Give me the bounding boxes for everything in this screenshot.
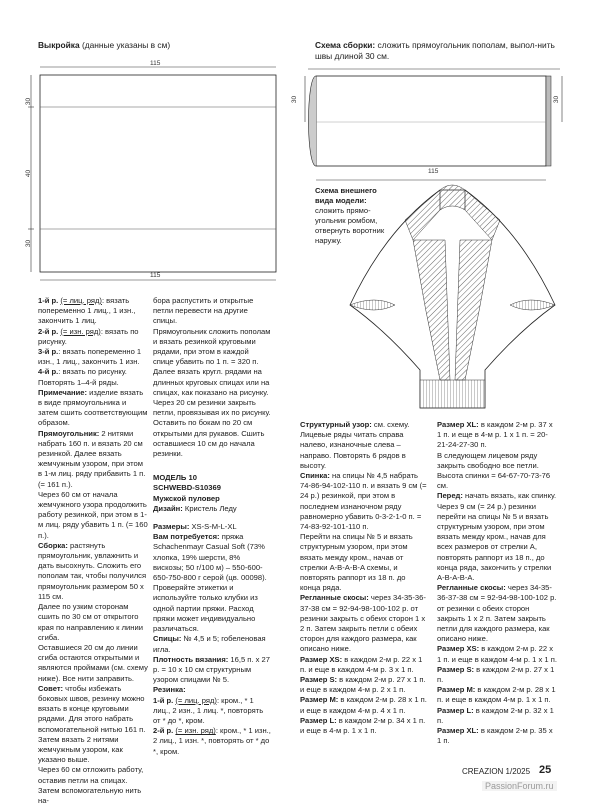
model-gauge: Плотность вязания: 16,5 п. х 27 р. = 10 х 10 см структурным узором спицами № 5. (153, 654, 270, 685)
model-rib-heading: Резинка: (153, 685, 186, 695)
column-1 (38, 296, 148, 806)
col4-p1: Размер XL: в каждом 2-м р. 37 х 1 п. и еще в 4-м р. 1 х 1 п. = 20-21-24-27-30 п. (437, 420, 553, 450)
model-note: Проверяйте этикетки и используйте только клубки из одной партии пряжи. Расход пряжи может индивидуально различаться. (153, 583, 258, 634)
col3-p4: Регланные скосы: через 34-35-36-37-38 см = 92-94-98-100-102 р. от резинки закрыть с обеих сторон 1 х 2 п. Затем закрыть петли с обеих сторон для каждого размера, как описано ниже. (300, 593, 426, 654)
model-rib-r2: 2-й р. (= изн. ряд): кром., * 1 изн., 2 лиц., 1 изн. *, повторять от * до *, кром. (153, 726, 271, 756)
col3-p1: Структурный узор: см. схему. Лицевые ряды читать справа налево, изнаночные слева – направо. Повторять 6 рядов в высоту. (300, 420, 410, 470)
col1-p11: Оставшиеся 20 см до линии сгиба остаются открытыми и являются проймами (см. схему ниже). Все нити заправить. (38, 642, 148, 683)
model-materials: Вам потребуется: пряжа Schachenmayr Casual Soft (73% хлопка, 19% шерсти, 8% вискозы; 50 г/100 м) – 550-600-650-750-800 г серой (цв. 00098). (153, 532, 267, 583)
assembly-dim-left: 30 (291, 95, 299, 104)
outer-view-line: сложить прямо- (315, 206, 371, 215)
model-rib-r1: 1-й р. (= лиц. ряд): кром., * 1 лиц., 2 изн., 1 лиц. *, повторять от * до *, кром. (153, 695, 264, 725)
col4-p5: Размер XS: в каждом 2-м р. 22 х 1 п. и еще в каждом 4-м р. 1 х 1 п. (437, 644, 557, 664)
assembly-heading-bold: Схема сборки: (315, 40, 376, 50)
model-name: Мужской пуловер (153, 493, 220, 503)
col1-p6: Примечание: изделие вязать в виде прямоугольника и затем сшить соответствующим образом. (38, 387, 148, 428)
col1-p13: Через 60 см отложить работу, оставив петли на спицах. Затем вспомогательную нить на- (38, 765, 144, 805)
col2-p3: Далее вязать кругл. рядами на длинных круговых спицах или на спицах, как показано на рисунку. (153, 367, 270, 397)
col4-p6: Размер S: в каждом 2-м р. 27 х 1 п. (437, 664, 555, 685)
pattern-heading (38, 40, 170, 50)
col1-p5: Повторять 1–4-й ряды. (38, 377, 119, 387)
pattern-rectangle (40, 75, 276, 272)
col1-p4: 4-й р.: вязать по рисунку. (38, 367, 127, 377)
left-dim-1: 30 (25, 97, 33, 106)
col2-p1: бора распустить и открытые петли перевести на другие спицы. (153, 296, 254, 326)
column-3 (300, 420, 428, 736)
outer-view-line: отвернуть воротник (315, 226, 385, 235)
pattern-heading-bold: Выкройка (38, 40, 80, 50)
col4-p9: Размер XL: в каждом 2-м р. 35 х 1 п. (437, 726, 553, 746)
col2-p2: Прямоугольник сложить пополам и вязать резинкой круговыми рядами, при этом в каждой спице убавить по 1 п. = 320 п. (153, 326, 271, 367)
model-needles: Спицы: № 4,5 и 5; гобеленовая игла. (153, 634, 266, 654)
outer-view-diagram (345, 180, 560, 410)
page-number: 25 (539, 764, 552, 776)
col1-p2: 2-й р. (= изн. ряд): вязать по рисунку. (38, 326, 139, 346)
bottom-width-label: 115 (150, 272, 161, 279)
right-seam (546, 76, 551, 166)
outer-view-line: вида модели: (315, 196, 367, 205)
assembly-dim-right: 30 (553, 95, 561, 104)
left-seam (309, 76, 317, 166)
watermark: PassionForum.ru (482, 781, 557, 791)
col4-p8: Размер L: в каждом 2-м р. 32 х 1 п. (437, 705, 554, 725)
column-4 (437, 420, 557, 747)
column-2 (153, 296, 271, 757)
col3-p2: Спинка: на спицы № 4,5 набрать 74-86-94-102-110 п. и вязать 9 см (= 24 р.) резинкой, при этом в последнем изнаночном ряду равномерно убавить 0-3-2-1-0 п. = 74-83-92-101-110 п. (300, 471, 427, 532)
model-number: МОДЕЛЬ 10 (153, 473, 197, 483)
col4-p3: Перед: начать вязать, как спинку. Через 9 см (= 24 р.) резинки перейти на спицы № 5 и вязать структурным узором, при этом вязать между кром., начав для всех размеров от стрелки А, повторять раппорт из 18 п., до конца ряда, закончить у стрелки A-B-A-B-A. (437, 491, 557, 583)
assembly-bottom-dim: 115 (428, 168, 439, 175)
ribbed-hem (420, 380, 485, 408)
col1-p8: Через 60 см от начала жемчужного узора продолжить работу резинкой, при этом в 1-м лиц. ряду убавить 1 п. (= 160 п.). (38, 489, 148, 540)
pattern-heading-rest: (данные указаны в см) (79, 40, 171, 50)
col3-p8: Размер L: в каждом 2-м р. 34 х 1 п. и еще в 4-м р. 1 х 1 п. (300, 715, 426, 736)
pattern-diagram (28, 55, 288, 290)
outer-view-line: Схема внешнего (315, 186, 377, 195)
model-design: Дизайн: Кристель Леду (153, 503, 237, 513)
footer-magazine: CREAZION 1/2025 (462, 767, 531, 776)
model-code: SCHWEBD-S10369 (153, 483, 221, 493)
col2-p4: Через 20 см резинки закрыть петли, провязывая их по рисунку. (153, 398, 271, 418)
col2-p5: Оставить по бокам по 20 см открытыми для рукавов. Сшить оставшиеся 10 см до начала резинки. (153, 418, 265, 459)
model-sizes: Размеры: XS-S-M-L-XL (153, 522, 237, 532)
col1-p7: Прямоугольник: 2 нитями набрать 160 п. и вязать 20 см резинкой. Далее вязать жемчужным узором, при этом в 1-м лиц. ряду прибавить 1 п. (= 161 п.). (38, 428, 146, 489)
col1-p12: Совет: чтобы избежать боковых швов, резинку можно вязать в конце круговыми рядами. Для этого набрать вспомогательной нитью 161 п. Затем вязать 2 нитями жемчужным узором, как указано выше. (38, 683, 146, 765)
left-dim-2: 40 (25, 169, 33, 178)
col4-p7: Размер M: в каждом 2-м р. 28 х 1 п. и еще в каждом 4-м р. 1 х 1 п. (437, 685, 556, 705)
outer-view-line: наружу. (315, 236, 342, 245)
assembly-heading-rest: сложить прямоугольник пополам, выпол-нить швы длиной 30 см. (315, 40, 555, 61)
col3-p7: Размер M: в каждом 2-м р. 28 х 1 п. и еще в каждом 4-м р. 4 х 1 п. (300, 695, 427, 715)
garment-body (350, 190, 555, 408)
col3-p3: Перейти на спицы № 5 и вязать структурным узором, при этом вязать между кром., начав от стрелки A-B-A-B-A схемы, и повторять раппорт из 18 п. до конца ряда. (300, 532, 413, 593)
assembly-heading (315, 40, 560, 62)
model-block (153, 473, 271, 756)
col1-p3: 3-й р.: вязать попеременно 1 изн., 1 лиц., закончить 1 изн. (38, 347, 142, 367)
col1-p10: Далее по узким сторонам сшить по 30 см от открытого края по направлению к линии сгиба. (38, 602, 143, 642)
top-width-label: 115 (150, 60, 161, 67)
outer-view-line: угольник ромбом, (315, 216, 378, 225)
col3-p6: Размер S: в каждом 2-м р. 27 х 1 п. и еще в каждом 4-м р. 2 х 1 п. (300, 675, 426, 695)
col4-p4: Регланные скосы: через 34-35-36-37-38 см = 92-94-98-100-102 р. от резинки с обеих сторон закрыть 1 х 2 п. Затем закрыть петли для каждого размера, как описано ниже. (437, 583, 557, 644)
col4-p2: В следующем лицевом ряду закрыть свободно все петли. Высота спинки = 64-67-70-73-76 см. (437, 450, 551, 491)
col3-p5: Размер XS: в каждом 2-м р. 22 х 1 п. и еще в каждом 4-м р. 3 х 1 п. (300, 654, 423, 674)
col1-p9: Сборка: растянуть прямоугольник, увлажнить и дать высохнуть. Сложить его пополам так, чтобы получился прямоугольник размером 50 х 115 см. (38, 540, 147, 601)
col1-p1: 1-й р. (= лиц. ряд): вязать попеременно 1 лиц., 1 изн., закончить 1 лиц. (38, 296, 136, 326)
collar-top (440, 185, 465, 210)
folded-rectangle (316, 76, 546, 166)
left-dim-3: 30 (25, 239, 33, 248)
